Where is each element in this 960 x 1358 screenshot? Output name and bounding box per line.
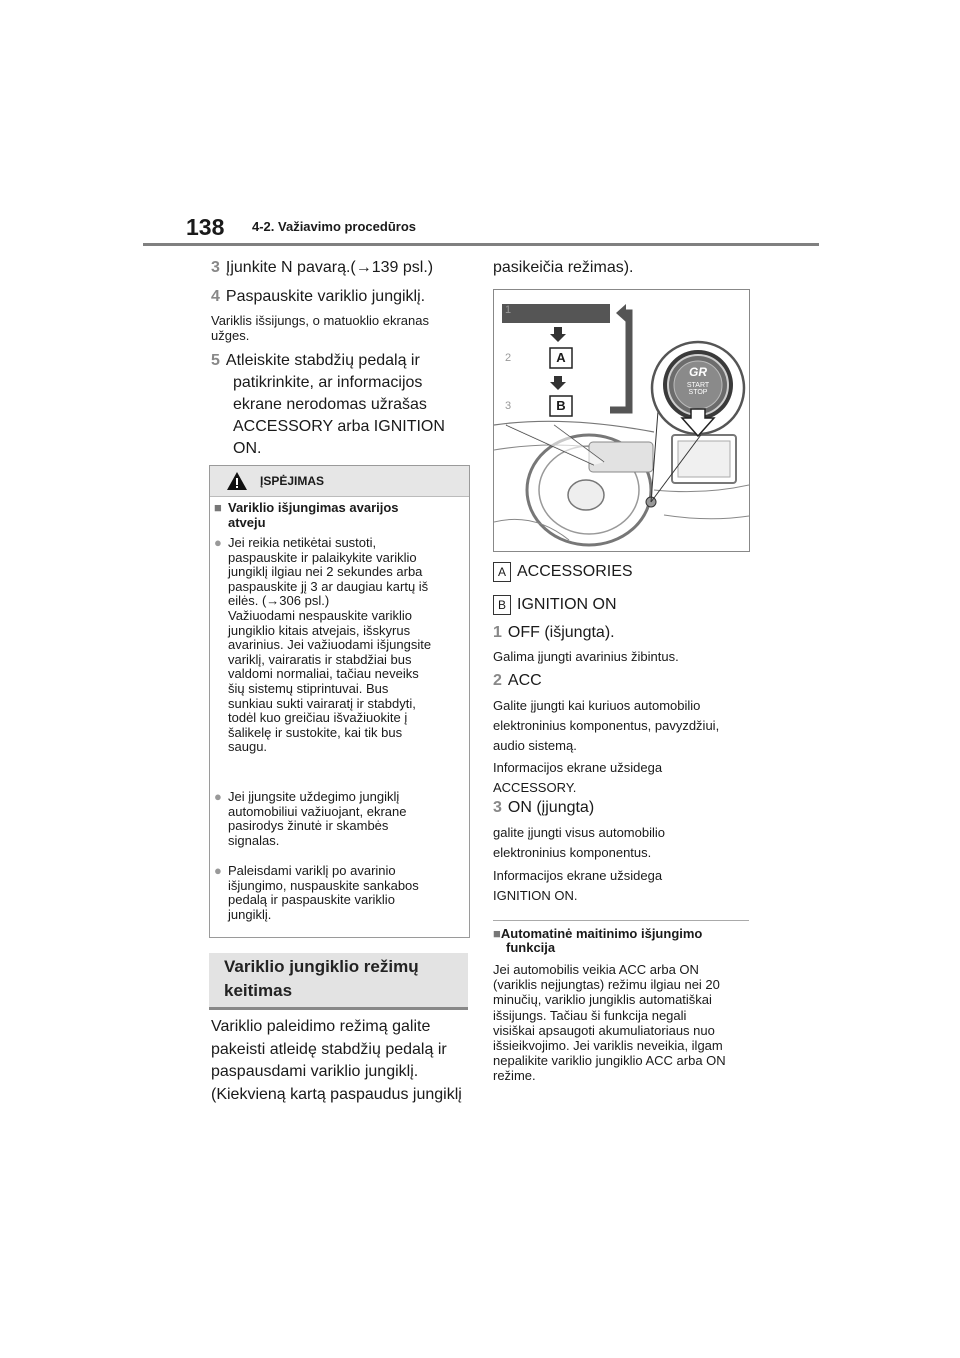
warning-triangle-icon [226,471,248,491]
note-line: Informacijos ekrane užsidega [493,868,663,883]
button-text: STOP [688,389,708,396]
mode-2-note [493,696,719,798]
section-title: 4-2. Važiavimo procedūros [252,219,417,234]
note-line: elektroninius komponentus. [493,845,652,860]
dashboard-drawing [494,290,749,551]
step-number: 3 [211,259,220,276]
mode-number: 3 [493,799,502,816]
square-bullet-icon: ■ [493,926,501,941]
bullet-line: jungiklį. [228,906,272,922]
paragraph-line: pakeisti atleidę stabdžių pedalą ir [211,1040,447,1058]
text-line: išsijungs. Tačiau ši funkcija negali [493,1007,687,1023]
label-a [493,562,633,582]
heading-line: keitimas [224,981,293,1000]
text-line: išsieikvojimo. Jei variklis neveikia, ilgam [493,1038,723,1054]
text-line: nepalikite variklio jungiklio ACC arba ON [493,1053,726,1069]
step-text: patikrinkite, ar informacijos [233,374,423,391]
step-text: ON. [233,440,262,457]
paragraph-continuation: pasikeičia režimas). [493,259,634,276]
bullet-line: variklį, vairaratis ir stabdžiai bus [228,651,412,667]
row-number: 1 [505,304,512,316]
text-line: visiškai apsaugoti akumuliatoriaus nuo [493,1022,715,1038]
note-line: galite įjungti visus automobilio [493,825,665,840]
step-text: Įjunkite N pavarą.(→139 psl.) [225,259,434,276]
gr-logo: GR [689,365,707,379]
bullet-line: šalikelę ir sustokite, kai tik bus [228,724,403,740]
note-line: audio sistemą. [493,738,577,753]
mode-number: 2 [493,672,502,689]
warning-bullet-2 [214,790,464,848]
bullet-line: valdomi normaliai, tačiau neveiks [228,666,419,682]
bullet-line: išjungimo, nuspauskite sankabos [228,877,419,893]
warning-heading [214,501,464,530]
button-text: START [686,382,710,389]
auto-off-heading [493,927,702,955]
step-4 [211,286,425,307]
note-line: IGNITION ON. [493,888,578,903]
bullet-line: Važiuodami nespauskite variklio [228,607,413,623]
step-text: ekrane nerodomas užrašas [233,396,427,413]
bullet-line: saugu. [228,739,268,755]
text-line: režime. [493,1068,536,1084]
step-text: ACCESSORY arba IGNITION [233,418,445,435]
bullet-line: Paleisdami variklį po avarinio [228,863,396,878]
note-line: ACCESSORY. [493,780,577,795]
mode-text: OFF (išjungta). [507,624,615,641]
label-b-box: B [493,595,511,615]
step-5 [211,350,445,460]
round-bullet-icon: ● [214,789,222,804]
bullet-line: sunkiau sukti vairaratį ir stabdyti, [228,695,416,711]
square-bullet-icon: ■ [214,500,222,515]
mode-1-note [493,649,679,664]
mode-3-note [493,823,665,906]
auto-off-text [493,962,726,1084]
bullet-line: eilės. (→306 psl.) [228,593,330,609]
heading-line: Variklio jungiklio režimų [224,957,419,976]
bullet-line: avarinius. Jei važiuodami išjungsite [228,637,432,653]
text-line: minučių, variklio jungiklis automatiškai [493,992,712,1008]
bullet-line: paspauskite ir palaikykite variklio [228,549,417,565]
note-line: Informacijos ekrane užsidega [493,760,663,775]
divider [493,920,749,921]
bullet-line: pedalą ir paspauskite variklio [228,892,395,908]
heading-line: Automatinė maitinimo išjungimo [500,926,703,941]
bullet-line: todėl kuo greičiau išvažiuokite į [228,710,408,726]
note-line: Galite įjungti kai kuriuos automobilio [493,698,701,713]
header-rule [143,243,819,246]
note-line: užges. [211,328,250,343]
bullet-line: Jei įjungsite uždegimo jungiklį [228,789,400,804]
note-line: Galima įjungti avarinius žibintus. [493,649,679,664]
mode-3 [493,797,594,818]
warning-bullet-1 [214,536,464,755]
label-b [493,595,617,615]
text-line: (variklis neįjungtas) režimu ilgiau nei 20 [493,977,720,993]
bullet-line: jungiklį ilgiau nei 2 sekundes arba [228,564,423,580]
text-line: Jei automobilis veikia ACC arba ON [493,962,699,977]
round-bullet-icon: ● [214,535,222,550]
box-label-a: A [556,350,566,365]
step-3 [211,257,433,278]
ignition-illustration [493,289,750,552]
box-label-b: B [556,398,566,413]
section-heading [209,953,468,1010]
note-line: Variklis išsijungs, o matuoklio ekranas [211,313,429,328]
bullet-line: automobiliui važiuojant, ekrane [228,803,407,819]
heading-line: funkcija [506,940,556,955]
heading-line: atveju [228,514,266,530]
step-text: Paspauskite variklio jungiklį. [225,288,426,305]
bullet-line: Jei reikia netikėtai sustoti, [228,535,377,550]
row-number: 3 [505,400,512,412]
paragraph-line: Variklio paleidimo režimą galite [211,1018,431,1035]
heading-line: Variklio išjungimas avarijos [228,500,399,515]
row-number: 2 [505,352,512,364]
bullet-line: signalas. [228,832,280,848]
label-a-text: ACCESSORIES [517,563,633,580]
bullet-line: pasirodys žinutė ir skambės [228,818,389,834]
paragraph-line: (Kiekvieną kartą paspaudus jungiklį [211,1086,462,1104]
start-stop-label [678,382,718,396]
step-number: 5 [211,352,220,369]
label-a-box: A [493,562,511,582]
step-number: 4 [211,288,220,305]
mode-text: ON (įjungta) [507,799,595,816]
step-text: Atleiskite stabdžių pedalą ir [225,352,420,369]
mode-paragraph [211,1016,462,1107]
warning-bullet-3 [214,864,464,922]
paragraph-line: paspausdami variklio jungiklį. [211,1063,419,1081]
mode-number: 1 [493,624,502,641]
mode-text: ACC [507,672,542,689]
bullet-line: paspauskite jį 3 ar daugiau kartų iš [228,578,429,594]
step-4-note [211,313,429,343]
note-line: elektroninius komponentus, pavyzdžiui, [493,718,720,733]
warning-title: ĮSPĖJIMAS [260,474,325,488]
warning-header [210,466,469,497]
round-bullet-icon: ● [214,863,222,878]
bullet-line: jungiklio kitais atvejais, išskyrus [228,622,411,638]
label-b-text: IGNITION ON [517,596,617,613]
warning-box [209,465,470,938]
bullet-line: šių sistemų stiprintuvai. Bus [228,680,389,696]
mode-1 [493,622,615,643]
mode-2 [493,670,542,691]
page-number: 138 [186,214,225,240]
